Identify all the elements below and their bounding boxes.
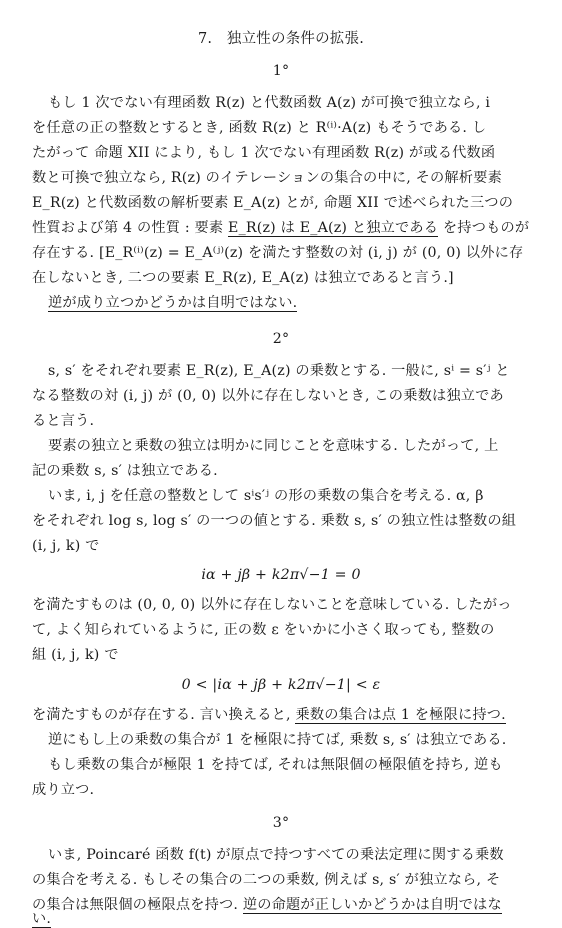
- part2-line-3: ると言う.: [32, 413, 95, 429]
- part1-line-8: 在しないとき, 二つの要素 E_R(z), E_A(z) は独立であると言う.]: [32, 270, 454, 286]
- part1-line-7: 存在する. [E_R⁽ⁱ⁾(z) = E_A⁽ʲ⁾(z) を満たす整数の対 (i, j) が (0, 0) 以外に存: [32, 245, 524, 261]
- part2-para2-line-2: 記の乗数 s, s′ は独立である.: [32, 463, 218, 479]
- part1-heading: 1°: [272, 63, 290, 79]
- part1-line-6-pre: 性質および第 4 の性質 : 要素: [32, 220, 229, 236]
- part1-line-6: [32, 219, 529, 237]
- part1-line-5: E_R(z) と代数函数の解析要素 E_A(z) とが, 命題 XII で述べられた三つの: [32, 195, 514, 211]
- part1-line-6-post: を持つものが: [438, 220, 530, 236]
- section-title: 7. 独立性の条件の拡張.: [197, 31, 365, 47]
- part1-line-1: もし 1 次でない有理函数 R(z) と代数函数 A(z) が可換で独立なら, i: [48, 95, 491, 111]
- part2-para7-line-1: もし乗数の集合が極限 1 を持てば, それは無限個の極限値を持ち, 逆も: [48, 757, 503, 773]
- part1-last-line: [48, 294, 297, 312]
- part3-line-1: いま, Poincaré 函数 f(t) が原点で持つすべての乗法定理に関する乗数: [48, 847, 504, 863]
- part1-underlined-claim: E_R(z) は E_A(z) と独立である: [228, 220, 439, 236]
- part2-para3-line-1: いま, i, j を任意の整数として sⁱs′ʲ の形の乗数の集合を考える. α, β: [48, 488, 484, 504]
- part2-para4-line-1: を満たすものは (0, 0, 0) 以外に存在しないことを意味している. したがっ: [32, 597, 512, 613]
- part2-para5-pre: を満たすものが存在する. 言い換えると,: [32, 707, 296, 723]
- part3-line-4: [32, 910, 51, 928]
- part2-para3-line-2: をそれぞれ log s, log s′ の一つの値とする. 乗数 s, s′ の独立性は整数の組: [32, 513, 517, 529]
- part3-line-3: [32, 896, 502, 914]
- equation-1: iα + jβ + k2π√−1 = 0: [201, 567, 361, 583]
- part1-underlined-converse: 逆が成り立つかどうかは自明ではない.: [48, 295, 298, 311]
- part2-line-1: s, s′ をそれぞれ要素 E_R(z), E_A(z) の乗数とする. 一般に, sⁱ = s′ʲ と: [48, 363, 510, 379]
- part3-line-3-pre: の集合は無限個の極限点を持つ.: [32, 897, 243, 913]
- part2-para3-line-3: (i, j, k) で: [32, 538, 100, 554]
- part1-line-4: 数と可換で独立なら, R(z) のイテレーションの集合の中に, その解析要素: [32, 170, 502, 186]
- part1-line-2: を任意の正の整数とするとき, 函数 R(z) と R⁽ⁱ⁾·A(z) もそうである. し: [32, 120, 487, 136]
- part2-para4-line-2: て, よく知られているように, 正の数 ε をいかに小さく取っても, 整数の: [32, 622, 495, 638]
- part3-underlined-converse: 逆の命題が正しいかどうかは自明ではな: [242, 897, 502, 913]
- part2-para4-line-3: 組 (i, j, k) で: [32, 647, 119, 663]
- part2-para5: [32, 706, 506, 724]
- part3-heading: 3°: [272, 815, 290, 831]
- part2-heading: 2°: [272, 331, 290, 347]
- part3-underlined-tail: い.: [32, 911, 52, 927]
- part2-para6: 逆にもし上の乗数の集合が 1 を極限に持てば, 乗数 s, s′ は独立である.: [48, 732, 507, 748]
- equation-2: 0 < |iα + jβ + k2π√−1| < ε: [181, 677, 381, 693]
- part2-para2-line-1: 要素の独立と乗数の独立は明かに同じことを意味する. したがって, 上: [48, 438, 499, 454]
- part2-para7-line-2: 成り立つ.: [32, 782, 95, 798]
- part2-line-2: なる整数の対 (i, j) が (0, 0) 以外に存在しないとき, この乗数は独立であ: [32, 388, 504, 404]
- part1-line-3: たがって 命題 XII により, もし 1 次でない有理函数 R(z) が或る代数函: [32, 145, 496, 161]
- part3-line-2: の集合を考える. もしその集合の二つの乗数, 例えば s, s′ が独立なら, そ: [32, 872, 501, 888]
- part2-underlined-limit: 乗数の集合は点 1 を極限に持つ.: [295, 707, 506, 723]
